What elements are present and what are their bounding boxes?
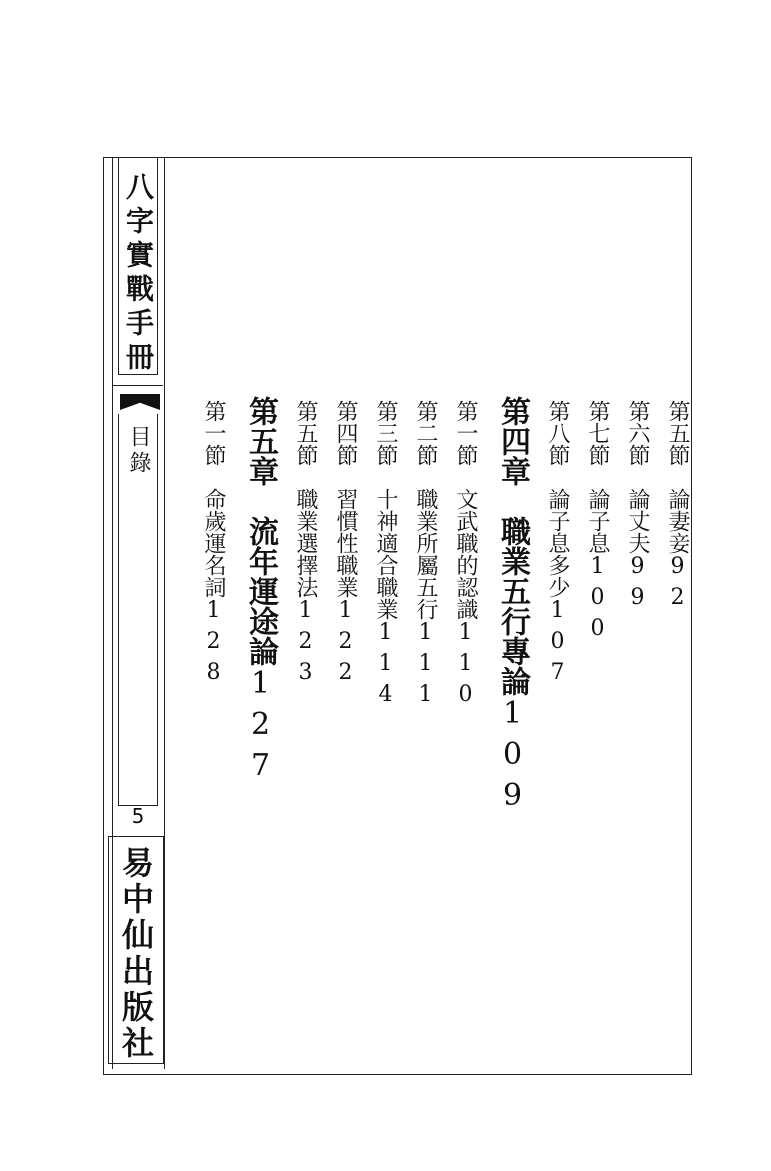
toc-entry-title: 論子息 [585,488,610,554]
page-number: 5 [131,804,145,828]
toc-entry-title: 職業五行專論 [495,516,530,696]
toc-entry-gap [453,466,478,488]
toc-entry-gap [201,466,226,488]
toc-entry [288,400,322,691]
toc-entry-label: 第三節 [373,400,398,466]
toc-entry-title: 文武職的認識 [453,488,478,620]
toc-entry-page: 123 [293,598,318,691]
toc-entry-gap [495,486,530,516]
publisher-name: 易中仙出版社 [117,846,155,1062]
toc-entry-title: 論丈夫 [625,488,650,554]
toc-entry-label: 第五節 [665,400,690,466]
toc-entry [408,400,442,713]
toc-entry-gap [665,466,690,488]
toc-entry [328,400,362,691]
toc-entry [580,400,614,647]
toc-entry-gap [293,466,318,488]
sidebar-divider [112,385,163,386]
toc-entry [196,400,230,691]
toc-entry-label: 第四章 [495,396,530,486]
toc-entry-page: 127 [243,666,278,789]
toc-entry-label: 第四節 [333,400,358,466]
toc-entry-title: 十神適合職業 [373,488,398,620]
toc-entry-page: 114 [373,620,398,713]
toc-entry-page: 107 [545,598,570,691]
toc-entry-label: 第七節 [585,400,610,466]
toc-chapter-heading [492,396,532,819]
toc-entry-gap [545,466,570,488]
toc-entry-title: 論子息多少 [545,488,570,598]
toc-entry-label: 第一節 [201,400,226,466]
toc-entry-page: 109 [495,696,530,819]
toc-entry-title: 流年運途論 [243,516,278,666]
section-label: 目錄 [126,425,151,477]
toc-entry-page: 99 [625,554,650,616]
toc-entry-title: 論妻妾 [665,488,690,554]
toc-entry-title: 習慣性職業 [333,488,358,598]
toc-entry-page: 92 [665,554,690,616]
toc-entry-page: 111 [413,620,438,713]
toc-entry-gap [333,466,358,488]
toc-entry-page: 128 [201,598,226,691]
toc-entry [540,400,574,691]
toc-entry-gap [585,466,610,488]
toc-entry-title: 職業選擇法 [293,488,318,598]
toc-entry-title: 職業所屬五行 [413,488,438,620]
toc-entry [368,400,402,713]
toc-entry-label: 第二節 [413,400,438,466]
toc-entry-label: 第八節 [545,400,570,466]
toc-entry-page: 122 [333,598,358,691]
toc-entry [620,400,654,616]
toc-entry [448,400,482,713]
toc-entry-gap [625,466,650,488]
toc-entry [660,400,694,616]
toc-entry-label: 第一節 [453,400,478,466]
toc-entry-label: 第五章 [243,396,278,486]
toc-entry-page: 110 [453,620,478,713]
toc-entry-label: 第五節 [293,400,318,466]
toc-entry-label: 第六節 [625,400,650,466]
toc-entry-gap [373,466,398,488]
toc-entry-gap [413,466,438,488]
toc-entry-page: 100 [585,554,610,647]
toc-chapter-heading [240,396,280,789]
toc-entry-gap [243,486,278,516]
toc-entry-title: 命歲運名詞 [201,488,226,598]
book-title: 八字實戰手冊 [122,172,155,376]
